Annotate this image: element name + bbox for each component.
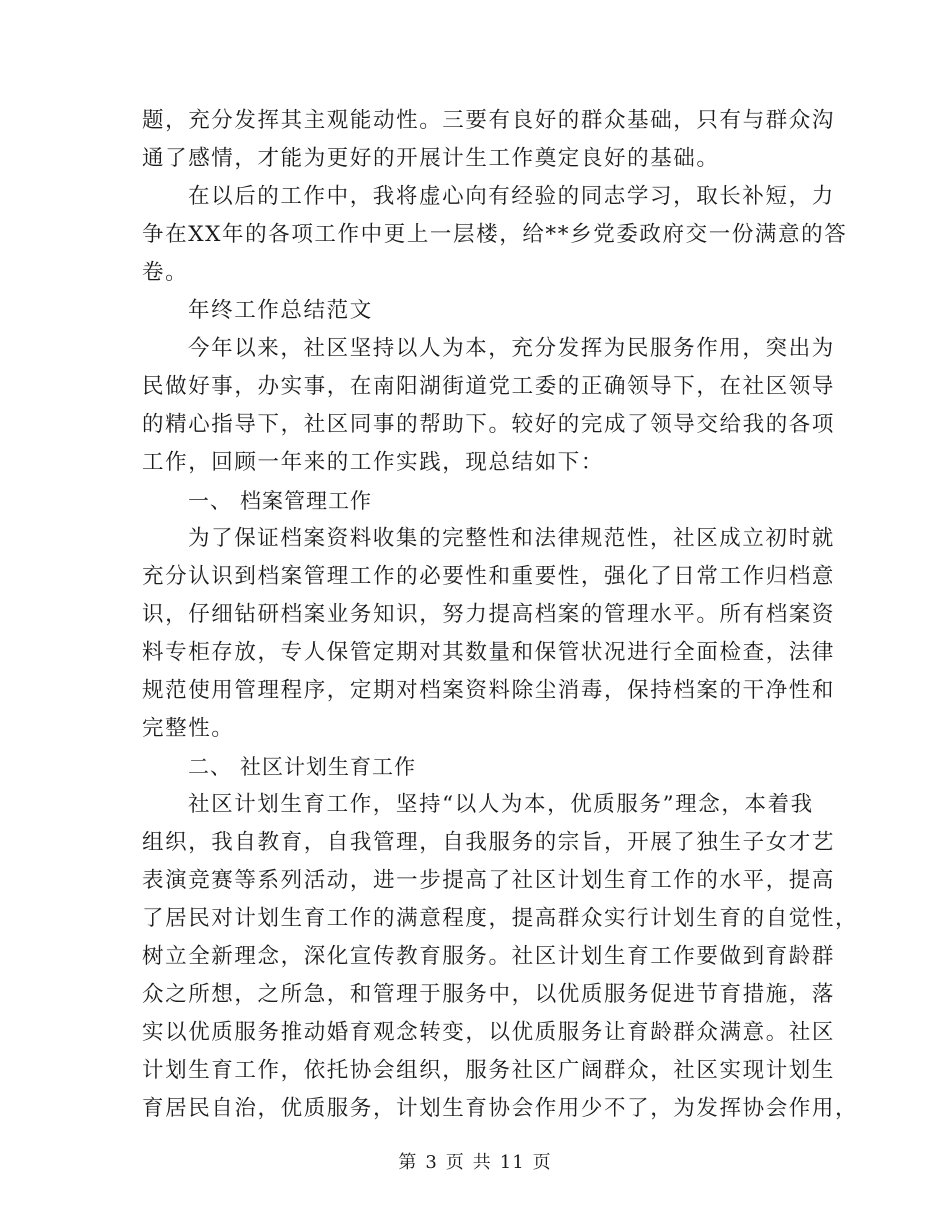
text-line: 题，充分发挥其主观能动性。三要有良好的群众基础，只有与群众沟	[142, 108, 836, 133]
page-footer	[0, 1148, 950, 1174]
paragraph-archives	[142, 520, 836, 748]
section-heading-text: 档案管理工作	[240, 489, 372, 513]
text-line: 年终工作总结范文	[188, 298, 373, 323]
text-line: 充分认识到档案管理工作的必要性和重要性，强化了日常工作归档意	[142, 564, 836, 589]
text-line: 组织，我自教育，自我管理，自我服务的宗旨，开展了独生子女才艺	[142, 830, 836, 855]
text-line: 争在XX年的各项工作中更上一层楼，给**乡党委政府交一份满意的答	[142, 222, 848, 247]
document-body	[142, 102, 859, 1128]
text-line: 卷。	[142, 260, 189, 285]
footer-total-label: 共	[472, 1152, 492, 1173]
footer-prefix: 第	[398, 1152, 418, 1173]
text-line: 为了保证档案资料收集的完整性和法律规范性，社区成立初时就	[188, 526, 835, 551]
footer-suffix: 页	[532, 1152, 552, 1173]
footer-middle: 页	[445, 1152, 465, 1173]
text-line: 在以后的工作中，我将虚心向有经验的同志学习，取长补短，力	[188, 184, 835, 209]
text-line: 树立全新理念，深化宣传教育服务。社区计划生育工作要做到育龄群	[142, 944, 836, 969]
text-line: 实以优质服务推动婚育观念转变，以优质服务让育龄群众满意。社区	[142, 1020, 836, 1045]
section-title	[142, 292, 810, 330]
text-line: 规范使用管理程序，定期对档案资料除尘消毒，保持档案的干净性和	[142, 678, 836, 703]
text-line: 社区计划生育工作，坚持“以人为本，优质服务”理念，本着我	[188, 792, 814, 817]
page-number-current: 3	[425, 1152, 438, 1173]
text-line: 工作，回顾一年来的工作实践，现总结如下：	[142, 450, 605, 475]
paragraph-intro	[142, 330, 836, 482]
paragraph-family-planning	[142, 786, 859, 1128]
text-line: 完整性。	[142, 716, 235, 741]
section-heading-text: 社区计划生育工作	[240, 755, 416, 779]
text-line: 众之所想，之所急，和管理于服务中，以优质服务促进节育措施，落	[142, 982, 836, 1007]
text-line: 料专柜存放，专人保管定期对其数量和保管状况进行全面检查，法律	[142, 640, 836, 665]
text-line: 计划生育工作，依托协会组织，服务社区广阔群众，社区实现计划生	[142, 1058, 836, 1083]
text-line: 今年以来，社区坚持以人为本，充分发挥为民服务作用，突出为	[188, 336, 835, 361]
paragraph-continuation	[142, 102, 836, 178]
section-heading-archives	[142, 482, 810, 520]
text-line: 育居民自治，优质服务，计划生育协会作用少不了，为发挥协会作用，	[142, 1096, 859, 1121]
text-line: 表演竞赛等系列活动，进一步提高了社区计划生育工作的水平，提高	[142, 868, 836, 893]
text-line: 民做好事，办实事，在南阳湖街道党工委的正确领导下，在社区领导	[142, 374, 836, 399]
section-heading-family-planning	[142, 748, 810, 786]
paragraph-future-work	[142, 178, 848, 292]
section-number: 二、	[188, 755, 232, 779]
section-number: 一、	[188, 489, 232, 513]
text-line: 了居民对计划生育工作的满意程度，提高群众实行计划生育的自觉性，	[142, 906, 859, 931]
text-line: 识，仔细钻研档案业务知识，努力提高档案的管理水平。所有档案资	[142, 602, 836, 627]
page-number-total: 11	[499, 1152, 525, 1173]
text-line: 的精心指导下，社区同事的帮助下。较好的完成了领导交给我的各项	[142, 412, 836, 437]
text-line: 通了感情，才能为更好的开展计生工作奠定良好的基础。	[142, 146, 720, 171]
